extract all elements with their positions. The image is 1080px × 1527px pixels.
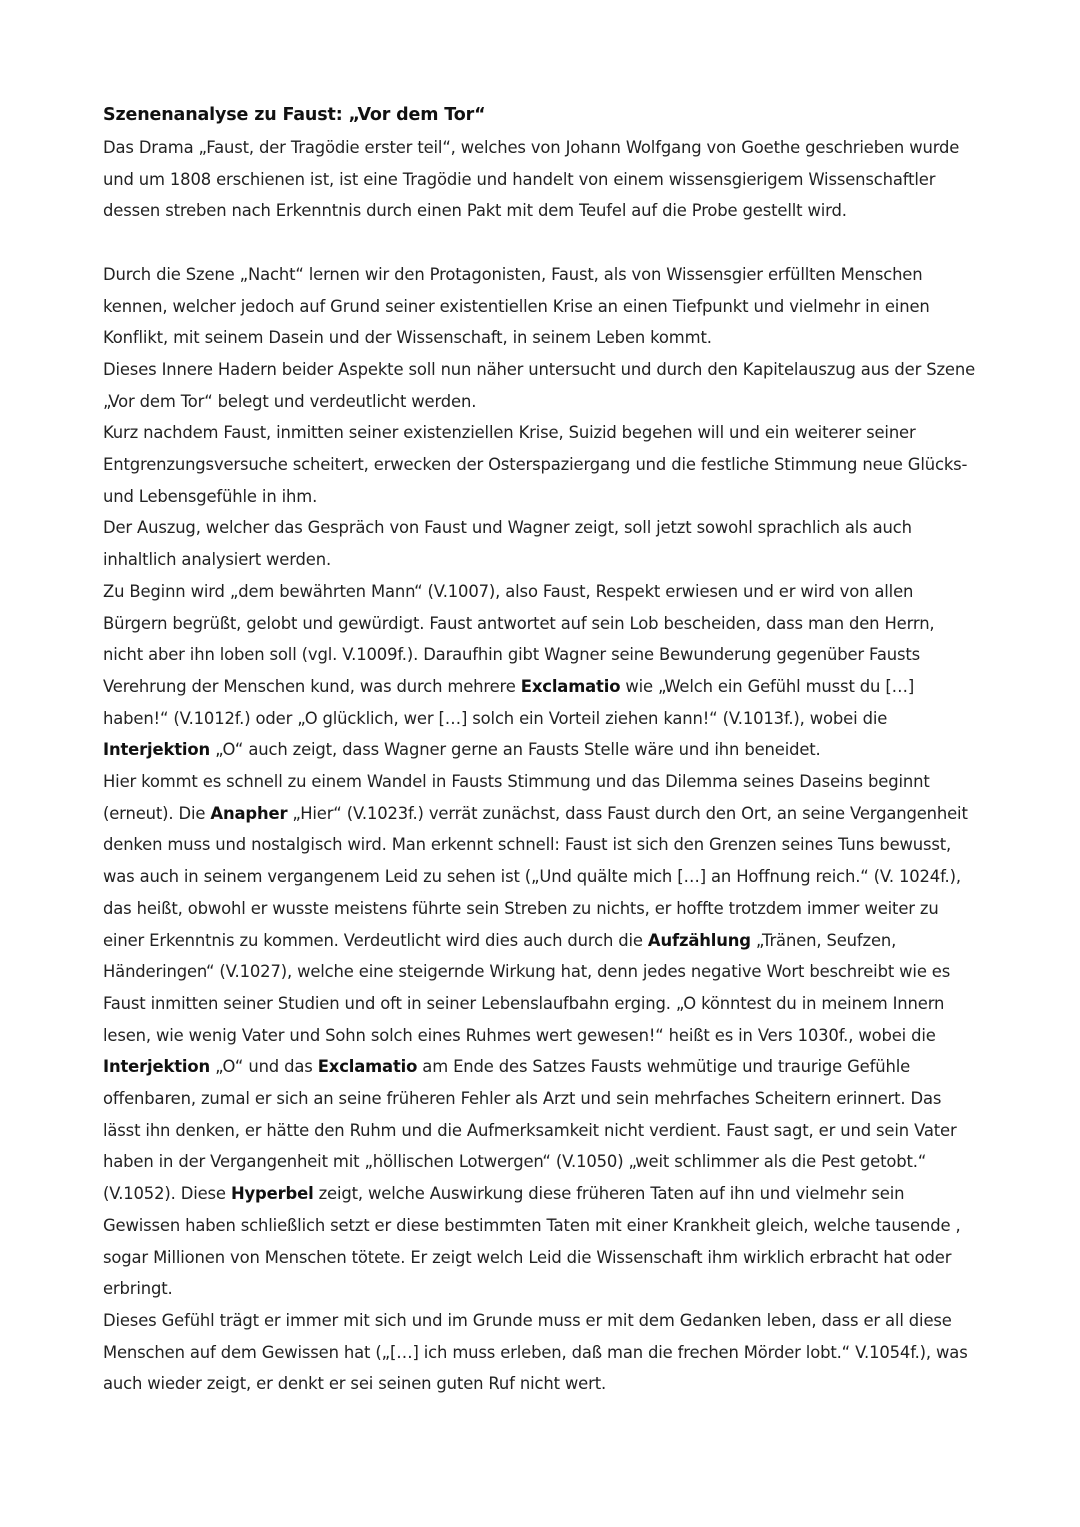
paragraph-spacer (103, 227, 978, 259)
text-segment: Zu Beginn wird „dem bewährten Mann“ (V.1007), also Faust, Respekt erwiesen und er wird von allen Bürgern begrüßt, gelobt und gewürdigt. Faust antwortet auf sein Lob bescheiden, dass man den Herrn, nicht aber ihn loben soll (vgl. V.1009f.). Daraufhin gibt Wagner seine Bewunderung gegenüber Fausts Verehrung der Menschen kund, was durch mehrere (103, 581, 935, 696)
paragraph-beginn (103, 576, 978, 766)
intro-paragraph: Das Drama „Faust, der Tragödie erster teil“, welches von Johann Wolfgang von Goethe geschrieben wurde und um 1808 erschienen ist, ist eine Tragödie und handelt von einem wissensgierigem Wissenschaftler dessen streben nach Erkenntnis durch einen Pakt mit dem Teufel auf die Probe gestellt wird. (103, 138, 960, 221)
term-aufzaehlung: Aufzählung (647, 930, 751, 950)
term-interjektion: Interjektion (103, 740, 211, 760)
term-anapher: Anapher (210, 803, 288, 823)
paragraph-wandel (103, 766, 978, 1305)
paragraph-gefuehl: Dieses Gefühl trägt er immer mit sich und im Grunde muss er mit dem Gedanken leben, dass er all diese Menschen auf dem Gewissen hat („[…] ich muss erleben, daß man die frechen Mörder lobt.“ V.1054f.), was auch wieder zeigt, er denkt er sei seinen guten Ruf nicht wert. (103, 1311, 968, 1394)
text-segment: wie „Welch ein Gefühl musst du […] haben!“ (V.1012f.) oder „O glücklich, wer […] solch ein Vorteil ziehen kann!“ (V.1013f.), wobei die (103, 676, 915, 728)
document-page (103, 98, 978, 1400)
text-segment: zeigt, welche Auswirkung diese früheren Taten auf ihn und vielmehr sein Gewissen haben schließlich setzt er diese bestimmten Taten mit einer Krankheit gleich, welche tausende , sogar Millionen von Menschen tötete. Er zeigt welch Leid die Wissenschaft ihm wirklich erbracht hat oder erbringt. (103, 1184, 961, 1299)
text-segment: Hier kommt es schnell zu einem Wandel in Fausts Stimmung und das Dilemma seines Daseins beginnt (erneut). Die (103, 772, 930, 823)
text-segment: „O“ auch zeigt, dass Wagner gerne an Fausts Stelle wäre und ihn beneidet. (210, 740, 821, 760)
term-exclamatio: Exclamatio (317, 1057, 418, 1077)
paragraph-hadern: Dieses Innere Hadern beider Aspekte soll nun näher untersucht und durch den Kapitelauszug aus der Szene „Vor dem Tor“ belegt und verdeutlicht werden. (103, 359, 976, 411)
term-interjektion: Interjektion (103, 1057, 211, 1077)
text-segment: „O“ und das (210, 1057, 318, 1077)
paragraph-kurz: Kurz nachdem Faust, inmitten seiner existenziellen Krise, Suizid begehen will und ein weiterer seiner Entgrenzungsversuche scheitert, erwecken der Osterspaziergang und die festliche Stimmung neue Glücks- und Lebensgefühle in ihm. (103, 423, 968, 506)
text-segment: „Tränen, Seufzen, Händeringen“ (V.1027), welche eine steigernde Wirkung hat, denn jedes negative Wort beschreibt wie es Faust inmitten seiner Studien und oft in seiner Lebenslaufbahn erging. „O könntest du in meinem Innern lesen, wie wenig Vater und Sohn solch eines Ruhmes wert gewesen!“ heißt es in Vers 1030f., wobei die (103, 930, 951, 1045)
term-exclamatio: Exclamatio (520, 676, 621, 696)
term-hyperbel: Hyperbel (230, 1184, 314, 1204)
document-title: Szenenanalyse zu Faust: „Vor dem Tor“ (103, 105, 486, 125)
paragraph-nacht: Durch die Szene „Nacht“ lernen wir den Protagonisten, Faust, als von Wissensgier erfüllten Menschen kennen, welcher jedoch auf Grund seiner existentiellen Krise an einen Tiefpunkt und vielmehr in einen Konflikt, mit seinem Dasein und der Wissenschaft, in seinem Leben kommt. (103, 264, 930, 348)
text-segment: „Hier“ (V.1023f.) verrät zunächst, dass Faust durch den Ort, an seine Vergangenheit denken muss und nostalgisch wird. Man erkennt schnell: Faust ist sich den Grenzen seines Tuns bewusst, was auch in seinem vergangenem Leid zu sehen ist („Und quälte mich […] an Hoffnung reich.“ (V. 1024f.), das heißt, obwohl er wusste meistens führte sein Streben zu nichts, er hoffte trotzdem immer weiter zu einer Erkenntnis zu kommen. Verdeutlicht wird dies auch durch die (103, 803, 968, 950)
text-segment: am Ende des Satzes Fausts wehmütige und traurige Gefühle offenbaren, zumal er sich an seine früheren Fehler als Arzt und sein mehrfaches Scheitern erinnert. Das lässt ihn denken, er hätte den Ruhm und die Aufmerksamkeit nicht verdient. Faust sagt, er und sein Vater haben in der Vergangenheit mit „höllischen Lotwergen“ (V.1050) „weit schlimmer als die Pest getobt.“ (V.1052). Diese (103, 1057, 957, 1204)
paragraph-auszug: Der Auszug, welcher das Gespräch von Faust und Wagner zeigt, soll jetzt sowohl sprachlich als auch inhaltlich analysiert werden. (103, 518, 912, 570)
